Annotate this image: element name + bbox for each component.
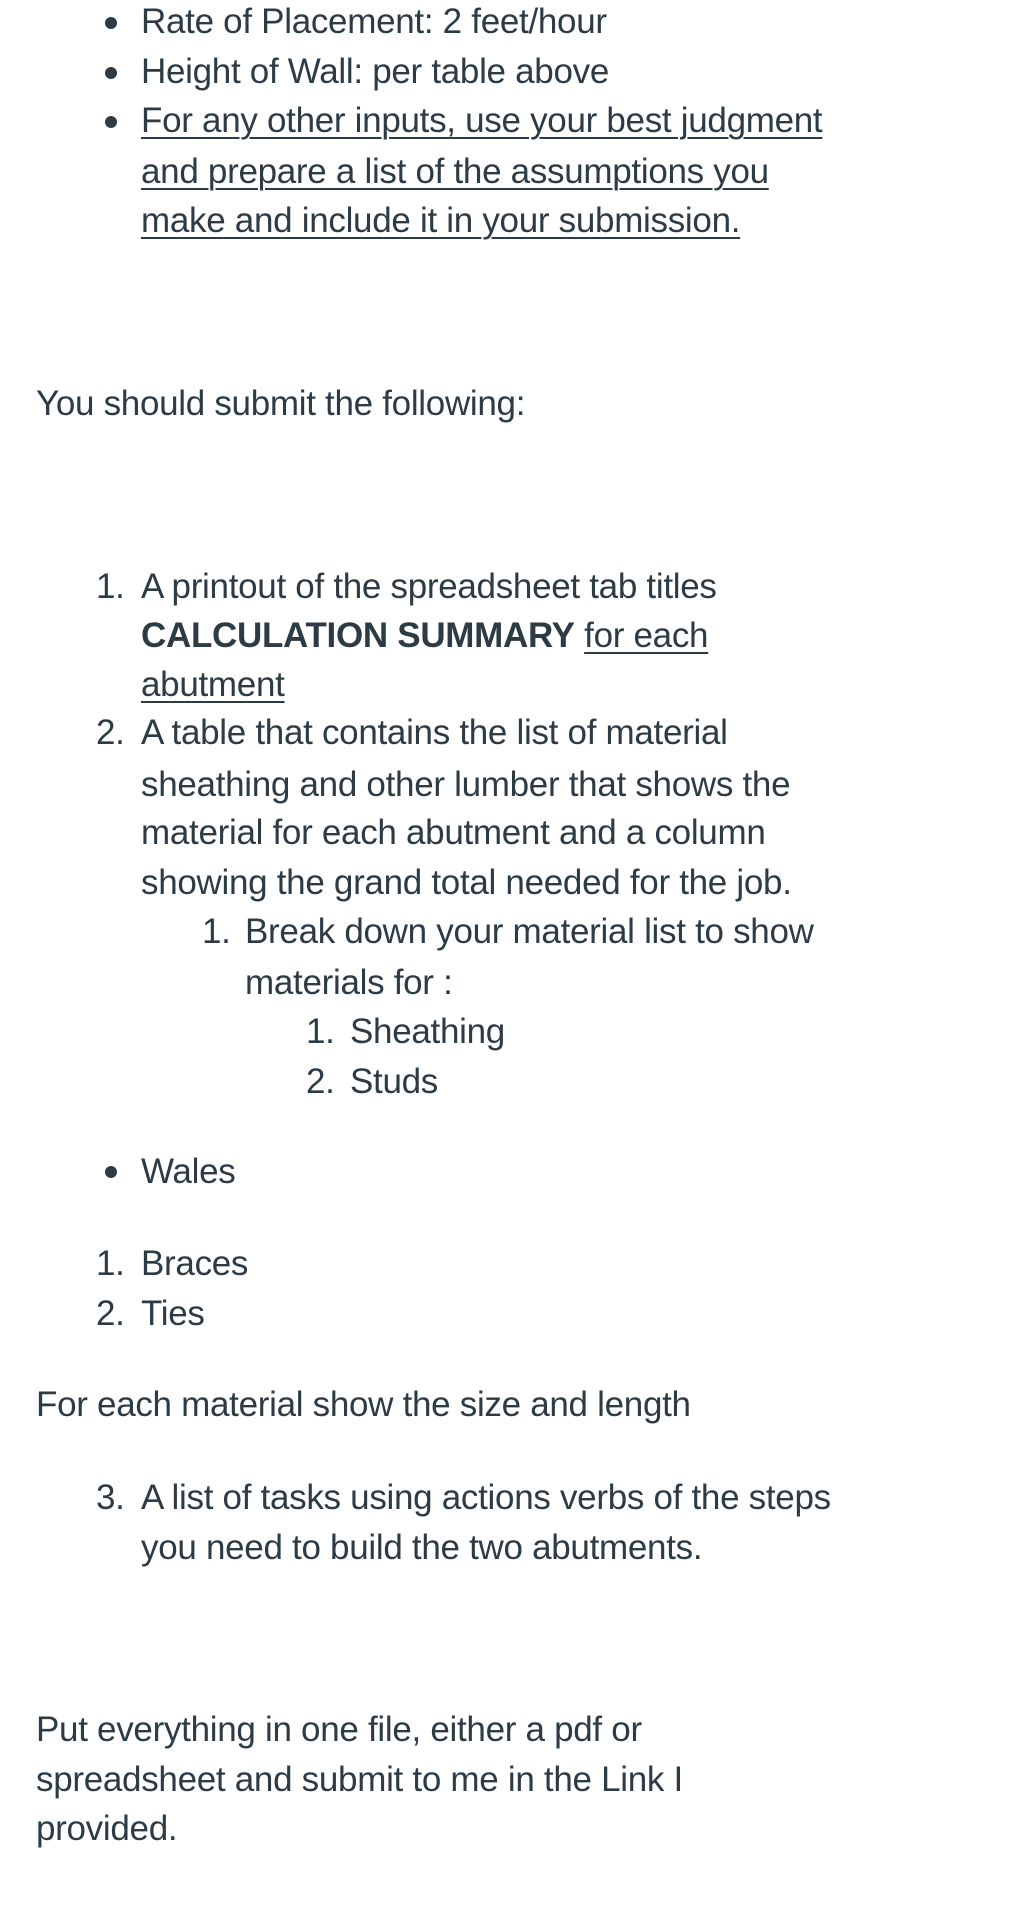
item1-line2 — [141, 611, 708, 661]
list-number: 3. — [96, 1478, 125, 1517]
item1-text: A printout of the spreadsheet tab titles — [141, 567, 717, 606]
item3-text: A list of tasks using actions verbs of the steps — [141, 1478, 831, 1517]
item2-text: material for each abutment and a column — [141, 813, 766, 852]
list-item-wales: Wales — [141, 1152, 236, 1191]
for-each-link[interactable]: for each — [584, 616, 709, 655]
list-number: 2. — [306, 1062, 335, 1101]
list-number: 1. — [202, 912, 231, 951]
closing-text: Put everything in one file, either a pdf or — [36, 1710, 642, 1749]
bullet-icon — [105, 116, 117, 128]
bullet-icon — [105, 67, 117, 79]
item3-text: you need to build the two abutments. — [141, 1528, 703, 1567]
closing-text: provided. — [36, 1809, 178, 1848]
abutment-link[interactable]: abutment — [141, 665, 285, 704]
assumptions-link[interactable]: For any other inputs, use your best judgment — [141, 101, 823, 140]
list-item-studs: Studs — [350, 1062, 438, 1101]
size-note: For each material show the size and length — [36, 1385, 691, 1424]
list-number: 2. — [96, 1294, 125, 1333]
rate-of-placement: Rate of Placement: 2 feet/hour — [141, 2, 607, 41]
list-number: 2. — [96, 713, 125, 752]
list-item-sheathing: Sheathing — [350, 1012, 505, 1051]
calculation-summary: CALCULATION SUMMARY — [141, 616, 575, 655]
list-number: 1. — [96, 567, 125, 606]
assumptions-link[interactable]: and prepare a list of the assumptions you — [141, 152, 769, 191]
breakdown-text: Break down your material list to show — [245, 912, 814, 951]
list-number: 1. — [306, 1012, 335, 1051]
bullet-icon — [105, 17, 117, 29]
bullet-icon — [105, 1166, 117, 1178]
height-of-wall: Height of Wall: per table above — [141, 52, 610, 91]
list-item-ties: Ties — [141, 1294, 205, 1333]
closing-text: spreadsheet and submit to me in the Link I — [36, 1760, 683, 1799]
item2-text: sheathing and other lumber that shows the — [141, 765, 791, 804]
list-number: 1. — [96, 1244, 125, 1283]
submit-heading: You should submit the following: — [36, 384, 526, 423]
breakdown-text: materials for : — [245, 963, 453, 1002]
assumptions-link[interactable]: make and include it in your submission. — [141, 201, 741, 240]
item2-text: showing the grand total needed for the job. — [141, 863, 792, 902]
item2-text: A table that contains the list of material — [141, 713, 728, 752]
list-item-braces: Braces — [141, 1244, 249, 1283]
